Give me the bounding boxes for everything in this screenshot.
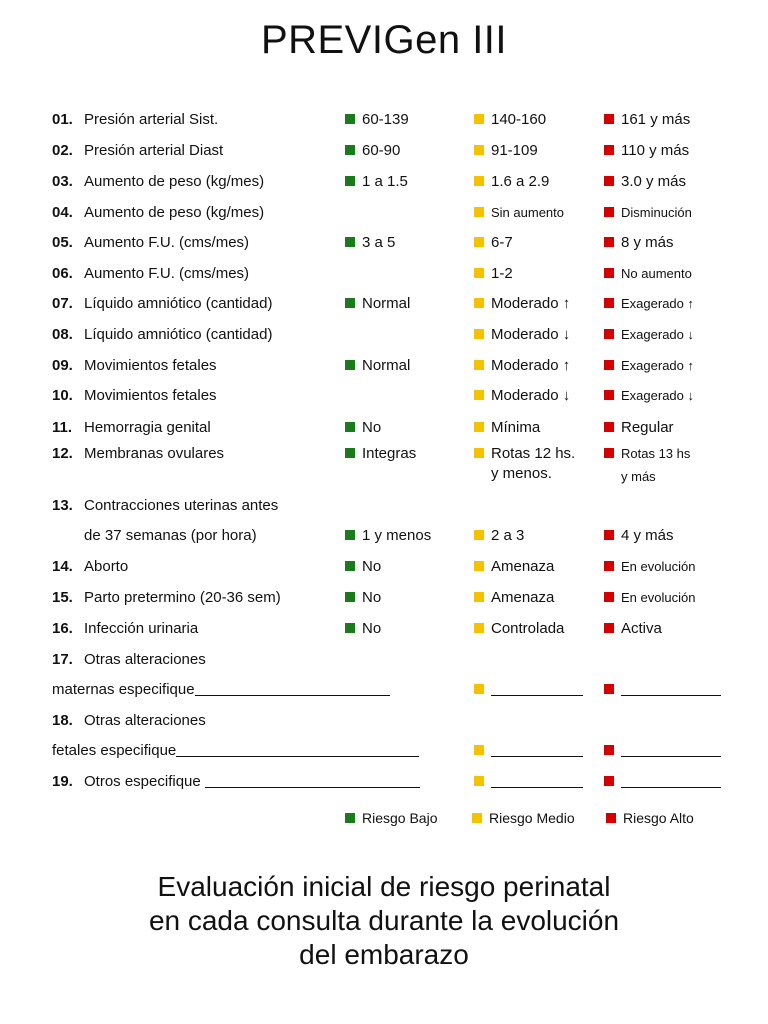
red-square-icon: [604, 360, 614, 370]
high-risk-cell: 110 y más: [604, 141, 689, 161]
specify-line: [195, 681, 390, 696]
row-label: Movimientos fetales: [84, 357, 217, 374]
blank-line: [621, 681, 721, 696]
row-label: Otras alteraciones: [84, 712, 206, 729]
row-label-continued: maternas especifique: [52, 680, 390, 700]
high-risk-cell: En evolución: [604, 588, 695, 608]
yellow-square-icon: [474, 114, 484, 124]
medium-risk-cell: 91-109: [474, 141, 538, 161]
medium-risk-cell: Rotas 12 hs. y menos.: [474, 444, 575, 484]
red-square-icon: [604, 684, 614, 694]
row-label: Líquido amniótico (cantidad): [84, 295, 273, 312]
row-label: Aborto: [84, 558, 129, 575]
row-label: Infección urinaria: [84, 620, 199, 637]
low-risk-cell: 1 a 1.5: [345, 172, 408, 192]
red-square-icon: [604, 329, 614, 339]
high-risk-cell: En evolución: [604, 557, 695, 577]
red-square-icon: [604, 207, 614, 217]
high-risk-cell: 3.0 y más: [604, 172, 686, 192]
row-number: 10.: [52, 387, 73, 404]
red-square-icon: [604, 390, 614, 400]
red-square-icon: [604, 422, 614, 432]
row-label: Líquido amniótico (cantidad): [84, 326, 273, 343]
table-row: [0, 110, 768, 134]
high-risk-cell: 8 y más: [604, 233, 674, 253]
yellow-square-icon: [474, 329, 484, 339]
medium-risk-blank: [474, 772, 583, 792]
table-row: [0, 588, 768, 612]
high-risk-cell: Activa: [604, 619, 662, 639]
table-row: [0, 711, 768, 767]
row-label: Aumento de peso (kg/mes): [84, 204, 265, 221]
row-label: Otras alteraciones: [84, 651, 206, 668]
yellow-square-icon: [474, 176, 484, 186]
green-square-icon: [345, 360, 355, 370]
yellow-square-icon: [474, 530, 484, 540]
table-row: [0, 325, 768, 349]
row-label-continued: fetales especifique: [52, 741, 419, 761]
medium-risk-cell: Moderado ↓: [474, 386, 570, 406]
row-number: 17.: [52, 651, 73, 668]
table-row: [0, 172, 768, 196]
blank-line: [491, 681, 583, 696]
row-label: Aumento F.U. (cms/mes): [84, 265, 250, 282]
green-square-icon: [345, 176, 355, 186]
low-risk-cell: Normal: [345, 294, 410, 314]
table-row: [0, 444, 768, 494]
yellow-square-icon: [474, 268, 484, 278]
low-risk-cell: 60-90: [345, 141, 400, 161]
yellow-square-icon: [474, 360, 484, 370]
red-square-icon: [604, 268, 614, 278]
medium-risk-cell: 6-7: [474, 233, 513, 253]
table-row: [0, 386, 768, 410]
table-row: [0, 619, 768, 643]
row-number: 11.: [52, 419, 73, 436]
row-label: Otros especifique: [84, 772, 420, 792]
row-number: 12.: [52, 445, 73, 462]
green-square-icon: [345, 623, 355, 633]
low-risk-cell: 3 a 5: [345, 233, 395, 253]
medium-risk-cell: Moderado ↑: [474, 356, 570, 376]
red-square-icon: [604, 237, 614, 247]
page-title: PREVIGen III: [260, 18, 508, 62]
row-label: Aumento F.U. (cms/mes): [84, 234, 250, 251]
footer-line: en cada consulta durante la evolución: [148, 905, 620, 936]
green-square-icon: [345, 114, 355, 124]
medium-risk-blank: [474, 680, 583, 700]
table-row: [0, 264, 768, 288]
medium-risk-cell: Controlada: [474, 619, 564, 639]
row-label: Hemorragia genital: [84, 419, 211, 436]
row-label: Presión arterial Diast: [84, 142, 224, 159]
high-risk-blank: [604, 772, 721, 792]
medium-risk-cell: Amenaza: [474, 588, 554, 608]
red-square-icon: [604, 448, 614, 458]
yellow-square-icon: [474, 207, 484, 217]
row-number: 06.: [52, 265, 73, 282]
red-square-icon: [604, 530, 614, 540]
table-row: [0, 496, 768, 552]
green-square-icon: [345, 530, 355, 540]
row-number: 15.: [52, 589, 73, 606]
yellow-square-icon: [474, 298, 484, 308]
row-label: Presión arterial Sist.: [84, 111, 219, 128]
high-risk-cell: Exagerado ↓: [604, 325, 694, 345]
red-square-icon: [604, 298, 614, 308]
red-square-icon: [604, 114, 614, 124]
row-label-continued: de 37 semanas (por hora): [84, 527, 257, 544]
specify-line: [176, 742, 419, 757]
legend-low: Riesgo Bajo: [345, 810, 438, 826]
medium-risk-cell: 140-160: [474, 110, 546, 130]
table-row: [0, 418, 768, 442]
high-risk-cell: Exagerado ↑: [604, 356, 694, 376]
high-risk-cell: 4 y más: [604, 526, 674, 546]
row-number: 18.: [52, 712, 73, 729]
yellow-square-icon: [474, 561, 484, 571]
low-risk-cell: No: [345, 557, 381, 577]
red-square-icon: [604, 776, 614, 786]
high-risk-blank: [604, 741, 721, 761]
yellow-square-icon: [474, 422, 484, 432]
low-risk-cell: Normal: [345, 356, 410, 376]
high-risk-cell: Regular: [604, 418, 674, 438]
red-square-icon: [604, 145, 614, 155]
high-risk-cell: Exagerado ↓: [604, 386, 694, 406]
yellow-square-icon: [474, 390, 484, 400]
table-row: [0, 650, 768, 706]
medium-risk-cell: 1.6 a 2.9: [474, 172, 549, 192]
row-label: Movimientos fetales: [84, 387, 217, 404]
row-number: 02.: [52, 142, 73, 159]
green-square-icon: [345, 422, 355, 432]
high-risk-cell: No aumento: [604, 264, 692, 284]
red-square-icon: [604, 745, 614, 755]
table-row: [0, 233, 768, 257]
row-number: 03.: [52, 173, 73, 190]
yellow-square-icon: [474, 592, 484, 602]
red-square-icon: [604, 623, 614, 633]
low-risk-cell: No: [345, 588, 381, 608]
footer-caption: [0, 870, 768, 972]
red-square-icon: [604, 592, 614, 602]
blank-line: [491, 742, 583, 757]
low-risk-cell: No: [345, 619, 381, 639]
table-row: [0, 557, 768, 581]
row-number: 01.: [52, 111, 73, 128]
footer-line: del embarazo: [299, 939, 469, 970]
legend-medium: Riesgo Medio: [472, 810, 575, 826]
yellow-square-icon: [474, 623, 484, 633]
red-square-icon: [604, 561, 614, 571]
medium-risk-cell: Moderado ↑: [474, 294, 570, 314]
medium-risk-blank: [474, 741, 583, 761]
green-square-icon: [345, 237, 355, 247]
row-number: 16.: [52, 620, 73, 637]
green-square-icon: [345, 813, 355, 823]
medium-risk-cell: 2 a 3: [474, 526, 524, 546]
yellow-square-icon: [474, 237, 484, 247]
medium-risk-cell: Amenaza: [474, 557, 554, 577]
row-number: 04.: [52, 204, 73, 221]
high-risk-cell: Disminución: [604, 203, 692, 223]
medium-risk-cell: Moderado ↓: [474, 325, 570, 345]
row-number: 14.: [52, 558, 73, 575]
table-row: [0, 203, 768, 227]
row-number: 07.: [52, 295, 73, 312]
row-number: 08.: [52, 326, 73, 343]
row-label: Aumento de peso (kg/mes): [84, 173, 265, 190]
low-risk-cell: Integras: [345, 444, 416, 464]
high-risk-blank: [604, 680, 721, 700]
high-risk-cell: Exagerado ↑: [604, 294, 694, 314]
specify-line: [205, 773, 420, 788]
row-number: 09.: [52, 357, 73, 374]
table-row: [0, 356, 768, 380]
row-label: Parto pretermino (20-36 sem): [84, 589, 281, 606]
row-number: 13.: [52, 497, 73, 514]
green-square-icon: [345, 298, 355, 308]
blank-line: [491, 773, 583, 788]
green-square-icon: [345, 592, 355, 602]
row-label: Membranas ovulares: [84, 445, 225, 462]
table-row: [0, 294, 768, 318]
medium-risk-cell: Sin aumento: [474, 203, 564, 223]
green-square-icon: [345, 145, 355, 155]
table-row: [0, 141, 768, 165]
row-label: Contracciones uterinas antes: [84, 497, 279, 514]
medium-risk-cell: Mínima: [474, 418, 540, 438]
yellow-square-icon: [474, 684, 484, 694]
low-risk-cell: No: [345, 418, 381, 438]
row-number: 05.: [52, 234, 73, 251]
red-square-icon: [606, 813, 616, 823]
yellow-square-icon: [472, 813, 482, 823]
yellow-square-icon: [474, 745, 484, 755]
green-square-icon: [345, 561, 355, 571]
high-risk-cell: Rotas 13 hs y más: [604, 444, 690, 490]
legend-high: Riesgo Alto: [606, 810, 694, 826]
yellow-square-icon: [474, 776, 484, 786]
footer-line: Evaluación inicial de riesgo perinatal: [157, 871, 611, 902]
low-risk-cell: 60-139: [345, 110, 409, 130]
row-number: 19.: [52, 773, 73, 790]
yellow-square-icon: [474, 448, 484, 458]
blank-line: [621, 773, 721, 788]
table-row: [0, 772, 768, 796]
medium-risk-cell: 1-2: [474, 264, 513, 284]
red-square-icon: [604, 176, 614, 186]
green-square-icon: [345, 448, 355, 458]
high-risk-cell: 161 y más: [604, 110, 690, 130]
blank-line: [621, 742, 721, 757]
low-risk-cell: 1 y menos: [345, 526, 431, 546]
yellow-square-icon: [474, 145, 484, 155]
